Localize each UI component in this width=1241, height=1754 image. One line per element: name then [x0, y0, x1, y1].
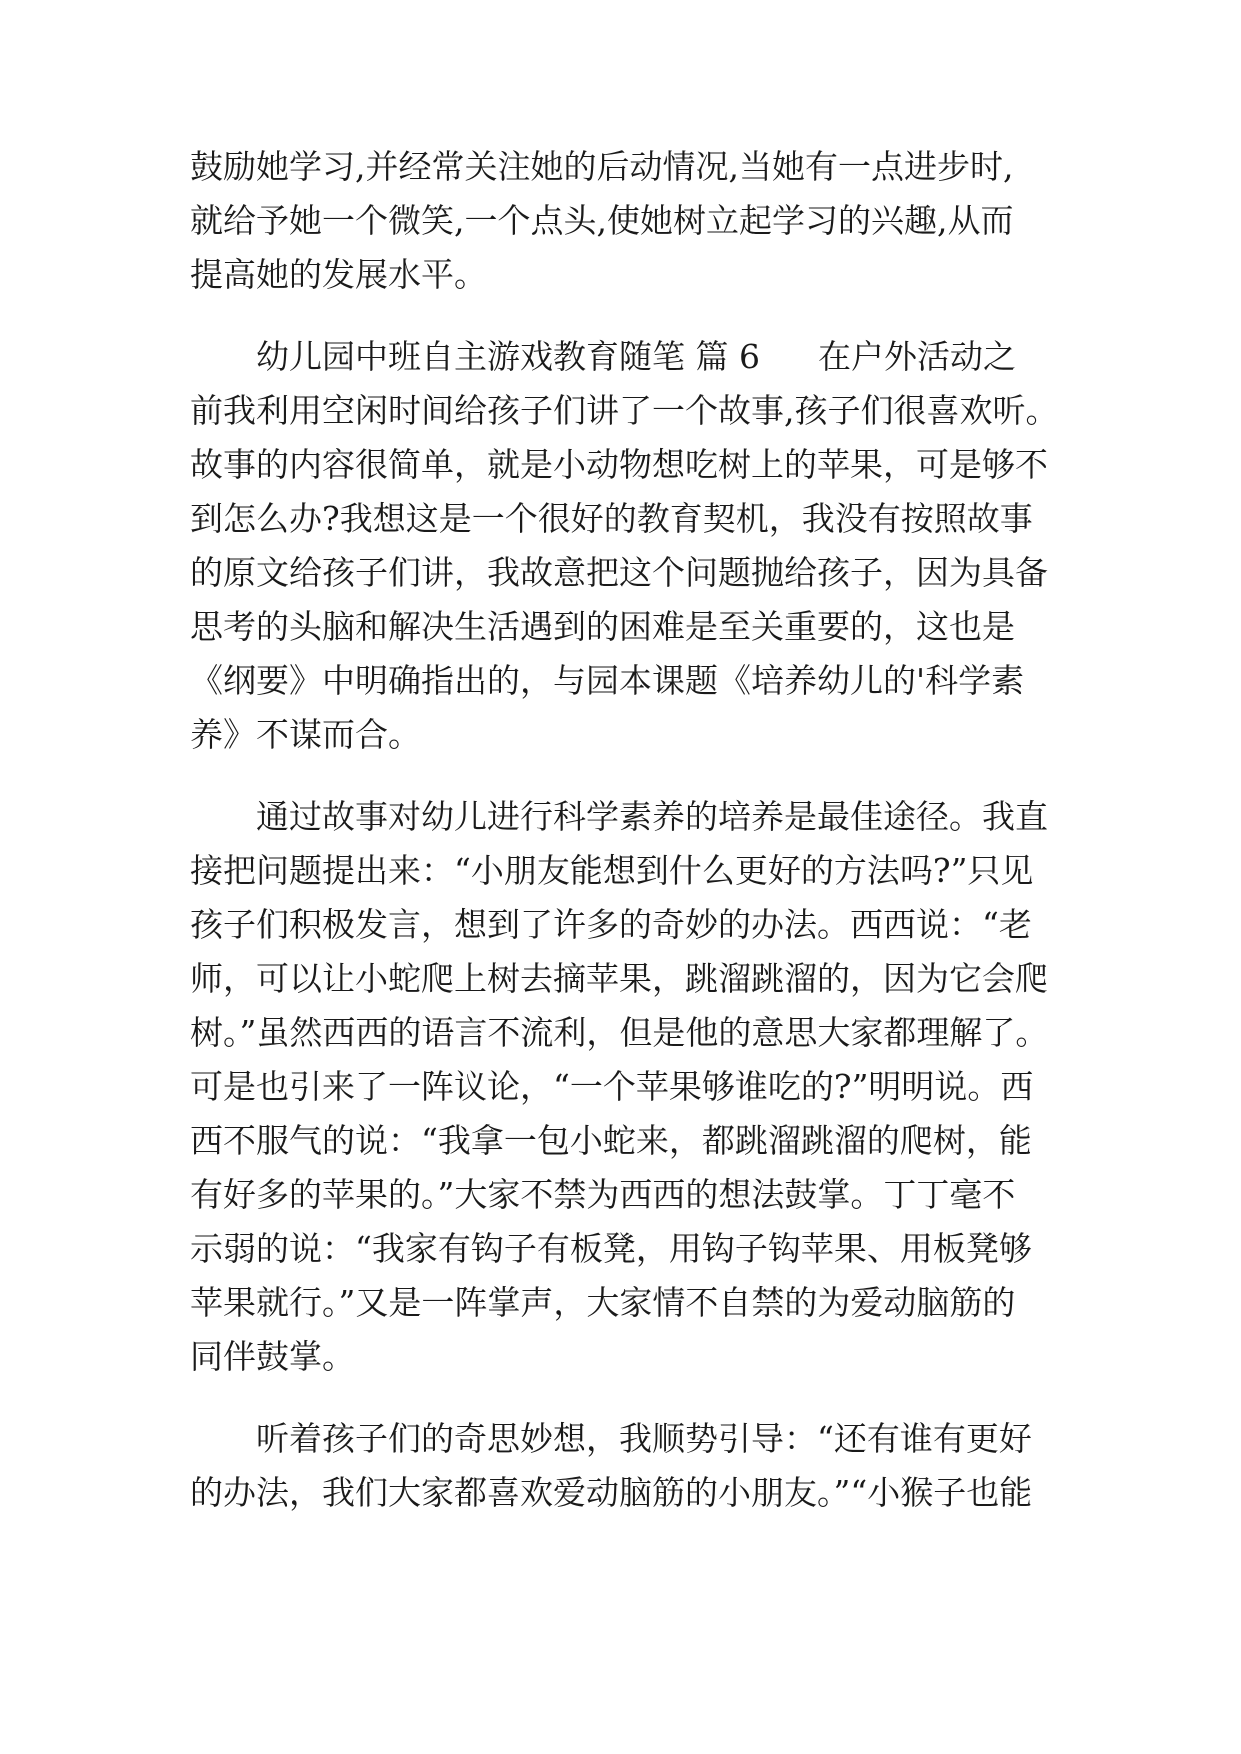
text-line: 苹果就行。”又是一阵掌声，大家情不自禁的为爱动脑筋的 [190, 1283, 1016, 1322]
text-line: 有好多的苹果的。”大家不禁为西西的想法鼓掌。丁丁毫不 [190, 1175, 1016, 1214]
text-line: 可是也引来了一阵议论，“一个苹果够谁吃的?”明明说。西 [190, 1067, 1034, 1106]
text-line: 养》不谋而合。 [190, 715, 421, 754]
section-lead-text: 在户外活动之 [817, 337, 1016, 376]
text-line: 树。”虽然西西的语言不流利，但是他的意思大家都理解了。 [190, 1013, 1049, 1052]
text-line: 师，可以让小蛇爬上树去摘苹果，跳溜跳溜的，因为它会爬 [190, 959, 1048, 998]
text-line: 思考的头脑和解决生活遇到的困难是至关重要的，这也是 [190, 607, 1015, 646]
text-line: 的原文给孩子们讲，我故意把这个问题抛给孩子，因为具备 [190, 553, 1048, 592]
text-line: 孩子们积极发言，想到了许多的奇妙的办法。西西说：“老 [190, 905, 1032, 944]
paragraph-first-line: 通过故事对幼儿进行科学素养的培养是最佳途径。我直 [256, 797, 1048, 836]
text-line: 提高她的发展水平。 [190, 255, 487, 294]
paragraph-first-line: 听着孩子们的奇思妙想，我顺势引导：“还有谁有更好 [256, 1419, 1032, 1458]
text-line: 《纲要》中明确指出的，与园本课题《培养幼儿的'科学素 [190, 661, 1025, 700]
text-line: 示弱的说：“我家有钩子有板凳，用钩子钩苹果、用板凳够 [190, 1229, 1032, 1268]
text-line: 故事的内容很简单，就是小动物想吃树上的苹果，可是够不 [190, 445, 1048, 484]
section-heading: 幼儿园中班自主游戏教育随笔 篇 6 [256, 337, 760, 376]
section-heading-line [256, 328, 1156, 386]
text-line: 同伴鼓掌。 [190, 1337, 355, 1376]
text-line: 就给予她一个微笑,一个点头,使她树立起学习的兴趣,从而 [190, 201, 1014, 240]
text-line: 西不服气的说：“我拿一包小蛇来，都跳溜跳溜的爬树，能 [190, 1121, 1032, 1160]
text-line: 到怎么办?我想这是一个很好的教育契机，我没有按照故事 [190, 499, 1033, 538]
text-line: 的办法，我们大家都喜欢爱动脑筋的小朋友。”“小猴子也能 [190, 1473, 1033, 1512]
text-line: 前我利用空闲时间给孩子们讲了一个故事,孩子们很喜欢听。 [190, 391, 1059, 430]
text-line: 鼓励她学习,并经常关注她的后动情况,当她有一点进步时, [190, 147, 1014, 186]
text-line: 接把问题提出来：“小朋友能想到什么更好的方法吗?”只见 [190, 851, 1034, 890]
